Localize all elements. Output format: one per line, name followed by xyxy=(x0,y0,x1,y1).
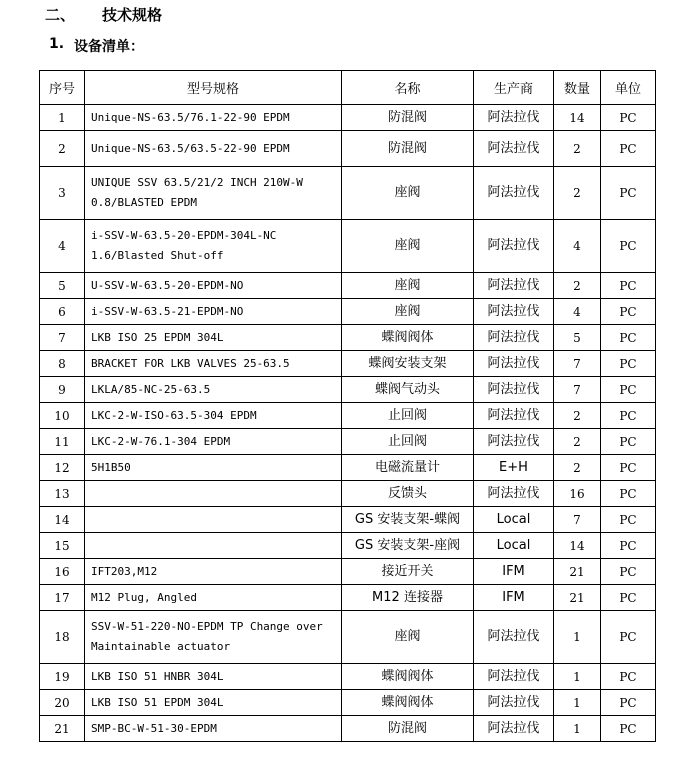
cell-no: 17 xyxy=(40,585,85,611)
cell-model: 5H1B50 xyxy=(85,455,342,481)
cell-name: 蝶阀气动头 xyxy=(342,377,474,403)
cell-model xyxy=(85,481,342,507)
cell-maker: 阿法拉伐 xyxy=(474,105,554,131)
section-title: 技术规格 xyxy=(102,6,163,24)
cell-model: BRACKET FOR LKB VALVES 25-63.5 xyxy=(85,351,342,377)
cell-name: 座阀 xyxy=(342,220,474,273)
table-row xyxy=(40,690,656,716)
cell-no: 11 xyxy=(40,429,85,455)
cell-no: 4 xyxy=(40,220,85,273)
cell-name: 防混阀 xyxy=(342,105,474,131)
table-row xyxy=(40,533,656,559)
cell-unit: PC xyxy=(601,105,656,131)
cell-qty: 21 xyxy=(554,559,601,585)
header-no: 序号 xyxy=(40,71,85,105)
table-row xyxy=(40,351,656,377)
cell-name: 蝶阀阀体 xyxy=(342,690,474,716)
cell-no: 10 xyxy=(40,403,85,429)
cell-qty: 7 xyxy=(554,377,601,403)
equipment-table xyxy=(39,70,656,742)
cell-no: 16 xyxy=(40,559,85,585)
cell-qty: 2 xyxy=(554,403,601,429)
cell-model: SMP-BC-W-51-30-EPDM xyxy=(85,716,342,742)
cell-no: 15 xyxy=(40,533,85,559)
cell-qty: 2 xyxy=(554,429,601,455)
cell-model: SSV-W-51-220-NO-EPDM TP Change over Maintainable actuator xyxy=(85,611,342,664)
cell-model: UNIQUE SSV 63.5/21/2 INCH 210W-W 0.8/BLASTED EPDM xyxy=(85,167,342,220)
cell-unit: PC xyxy=(601,611,656,664)
cell-qty: 4 xyxy=(554,220,601,273)
cell-model: Unique-NS-63.5/63.5-22-90 EPDM xyxy=(85,131,342,167)
cell-name: 止回阀 xyxy=(342,429,474,455)
cell-no: 6 xyxy=(40,299,85,325)
cell-maker: 阿法拉伐 xyxy=(474,429,554,455)
cell-model: LKB ISO 25 EPDM 304L xyxy=(85,325,342,351)
table-row xyxy=(40,220,656,273)
cell-name: 蝶阀阀体 xyxy=(342,664,474,690)
cell-maker: 阿法拉伐 xyxy=(474,377,554,403)
cell-no: 7 xyxy=(40,325,85,351)
cell-no: 13 xyxy=(40,481,85,507)
cell-qty: 7 xyxy=(554,351,601,377)
table-row xyxy=(40,559,656,585)
table-row xyxy=(40,131,656,167)
cell-maker: 阿法拉伐 xyxy=(474,220,554,273)
cell-model: LKLA/85-NC-25-63.5 xyxy=(85,377,342,403)
cell-qty: 4 xyxy=(554,299,601,325)
cell-qty: 2 xyxy=(554,455,601,481)
cell-unit: PC xyxy=(601,533,656,559)
table-row xyxy=(40,325,656,351)
header-qty: 数量 xyxy=(554,71,601,105)
cell-no: 21 xyxy=(40,716,85,742)
table-row xyxy=(40,716,656,742)
cell-model: LKC-2-W-ISO-63.5-304 EPDM xyxy=(85,403,342,429)
table-row xyxy=(40,455,656,481)
cell-model: Unique-NS-63.5/76.1-22-90 EPDM xyxy=(85,105,342,131)
cell-name: 防混阀 xyxy=(342,716,474,742)
cell-unit: PC xyxy=(601,481,656,507)
cell-maker: E+H xyxy=(474,455,554,481)
table-row xyxy=(40,167,656,220)
cell-name: GS 安装支架-座阀 xyxy=(342,533,474,559)
cell-unit: PC xyxy=(601,585,656,611)
cell-unit: PC xyxy=(601,351,656,377)
cell-qty: 1 xyxy=(554,716,601,742)
cell-qty: 7 xyxy=(554,507,601,533)
cell-name: 座阀 xyxy=(342,167,474,220)
cell-qty: 1 xyxy=(554,611,601,664)
cell-name: 止回阀 xyxy=(342,403,474,429)
cell-name: M12 连接器 xyxy=(342,585,474,611)
cell-maker: 阿法拉伐 xyxy=(474,664,554,690)
cell-unit: PC xyxy=(601,690,656,716)
cell-qty: 5 xyxy=(554,325,601,351)
cell-model: IFT203,M12 xyxy=(85,559,342,585)
table-row xyxy=(40,611,656,664)
cell-name: 接近开关 xyxy=(342,559,474,585)
cell-no: 19 xyxy=(40,664,85,690)
cell-maker: Local xyxy=(474,533,554,559)
header-name: 名称 xyxy=(342,71,474,105)
cell-unit: PC xyxy=(601,716,656,742)
cell-name: 蝶阀阀体 xyxy=(342,325,474,351)
header-unit: 单位 xyxy=(601,71,656,105)
table-row xyxy=(40,105,656,131)
cell-model: M12 Plug, Angled xyxy=(85,585,342,611)
cell-name: 座阀 xyxy=(342,611,474,664)
cell-maker: Local xyxy=(474,507,554,533)
table-row xyxy=(40,299,656,325)
cell-unit: PC xyxy=(601,325,656,351)
cell-no: 5 xyxy=(40,273,85,299)
table-row xyxy=(40,403,656,429)
cell-name: 蝶阀安装支架 xyxy=(342,351,474,377)
cell-unit: PC xyxy=(601,131,656,167)
cell-unit: PC xyxy=(601,507,656,533)
cell-qty: 14 xyxy=(554,105,601,131)
cell-no: 18 xyxy=(40,611,85,664)
cell-name: 反馈头 xyxy=(342,481,474,507)
cell-maker: 阿法拉伐 xyxy=(474,167,554,220)
cell-unit: PC xyxy=(601,273,656,299)
cell-no: 12 xyxy=(40,455,85,481)
cell-model: LKC-2-W-76.1-304 EPDM xyxy=(85,429,342,455)
cell-qty: 2 xyxy=(554,273,601,299)
table-body xyxy=(40,105,656,742)
table-row xyxy=(40,481,656,507)
cell-unit: PC xyxy=(601,220,656,273)
cell-maker: 阿法拉伐 xyxy=(474,403,554,429)
cell-name: 电磁流量计 xyxy=(342,455,474,481)
table-row xyxy=(40,664,656,690)
table-row xyxy=(40,429,656,455)
cell-unit: PC xyxy=(601,403,656,429)
cell-no: 1 xyxy=(40,105,85,131)
table-row xyxy=(40,507,656,533)
cell-qty: 2 xyxy=(554,167,601,220)
cell-maker: 阿法拉伐 xyxy=(474,131,554,167)
cell-qty: 1 xyxy=(554,690,601,716)
cell-qty: 1 xyxy=(554,664,601,690)
table-row xyxy=(40,377,656,403)
cell-no: 14 xyxy=(40,507,85,533)
cell-unit: PC xyxy=(601,299,656,325)
cell-maker: 阿法拉伐 xyxy=(474,299,554,325)
table-row xyxy=(40,273,656,299)
cell-maker: 阿法拉伐 xyxy=(474,716,554,742)
subsection-title: 设备清单： xyxy=(74,39,144,55)
cell-unit: PC xyxy=(601,167,656,220)
cell-unit: PC xyxy=(601,559,656,585)
subsection-number: 1. xyxy=(49,36,65,52)
cell-maker: 阿法拉伐 xyxy=(474,611,554,664)
cell-qty: 16 xyxy=(554,481,601,507)
cell-unit: PC xyxy=(601,429,656,455)
cell-maker: IFM xyxy=(474,559,554,585)
cell-qty: 21 xyxy=(554,585,601,611)
cell-model xyxy=(85,533,342,559)
cell-maker: 阿法拉伐 xyxy=(474,481,554,507)
cell-model: U-SSV-W-63.5-20-EPDM-NO xyxy=(85,273,342,299)
cell-no: 2 xyxy=(40,131,85,167)
cell-unit: PC xyxy=(601,377,656,403)
cell-name: 座阀 xyxy=(342,299,474,325)
cell-maker: 阿法拉伐 xyxy=(474,351,554,377)
header-maker: 生产商 xyxy=(474,71,554,105)
cell-model: LKB ISO 51 EPDM 304L xyxy=(85,690,342,716)
cell-model: i-SSV-W-63.5-20-EPDM-304L-NC 1.6/Blasted Shut-off xyxy=(85,220,342,273)
section-number: 二、 xyxy=(45,6,76,24)
cell-qty: 2 xyxy=(554,131,601,167)
cell-qty: 14 xyxy=(554,533,601,559)
cell-unit: PC xyxy=(601,664,656,690)
table-header-row xyxy=(40,71,656,105)
cell-maker: 阿法拉伐 xyxy=(474,273,554,299)
cell-model xyxy=(85,507,342,533)
cell-no: 8 xyxy=(40,351,85,377)
cell-no: 20 xyxy=(40,690,85,716)
table-row xyxy=(40,585,656,611)
cell-maker: IFM xyxy=(474,585,554,611)
cell-name: 座阀 xyxy=(342,273,474,299)
cell-name: GS 安装支架-蝶阀 xyxy=(342,507,474,533)
cell-unit: PC xyxy=(601,455,656,481)
cell-model: i-SSV-W-63.5-21-EPDM-NO xyxy=(85,299,342,325)
cell-name: 防混阀 xyxy=(342,131,474,167)
header-model: 型号规格 xyxy=(85,71,342,105)
cell-maker: 阿法拉伐 xyxy=(474,325,554,351)
cell-no: 3 xyxy=(40,167,85,220)
cell-model: LKB ISO 51 HNBR 304L xyxy=(85,664,342,690)
cell-maker: 阿法拉伐 xyxy=(474,690,554,716)
cell-no: 9 xyxy=(40,377,85,403)
